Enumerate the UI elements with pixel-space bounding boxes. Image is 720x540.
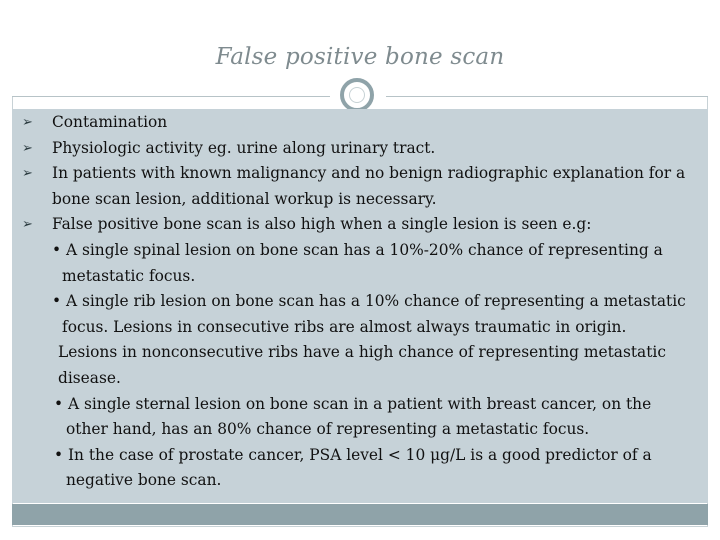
bullet-list: [22, 110, 692, 494]
arrow-bullet-icon: ➢: [22, 115, 33, 130]
bullet-item: [22, 110, 692, 136]
sub-bullet-rib: • A single rib lesion on bone scan has a 10% chance of representing a metastatic focus. Lesions in consecutive ribs are almost always traumatic in origin.: [52, 292, 686, 336]
ring-divider-icon: [340, 78, 374, 112]
bullet-text: Contamination: [52, 113, 168, 131]
sub-bullet-sternal: • A single sternal lesion on bone scan in a patient with breast cancer, on the other hand, has an 80% chance of representing a metastatic focus.: [54, 394, 652, 439]
arrow-bullet-icon: ➢: [22, 217, 33, 233]
bullet-item: [22, 161, 692, 212]
bullet-text: False positive bone scan is also high when a single lesion is seen e.g:: [52, 215, 592, 234]
title-divider-left: [12, 96, 330, 97]
arrow-bullet-icon: ➢: [22, 140, 33, 156]
sub-bullet-nonconsecutive-ribs: Lesions in nonconsecutive ribs have a high chance of representing metastatic disease.: [58, 343, 666, 387]
sub-bullet-prostate: • In the case of prostate cancer, PSA level < 10 μg/L is a good predictor of a negative bone scan.: [54, 445, 652, 490]
arrow-bullet-icon: ➢: [22, 166, 33, 182]
bullet-item: [22, 212, 692, 238]
slide-title: False positive bone scan: [215, 44, 505, 70]
bullet-text: In patients with known malignancy and no benign radiographic explanation for a bone scan lesion, additional workup is necessary.: [52, 164, 686, 208]
bullet-text: Physiologic activity eg. urine along urinary tract.: [52, 138, 436, 157]
title-divider-right: [386, 96, 708, 97]
sub-bullet-spinal: • A single spinal lesion on bone scan has a 10%-20% chance of representing a metastatic focus.: [52, 240, 663, 285]
bullet-item: [22, 136, 692, 162]
footer-bar: [12, 504, 708, 525]
